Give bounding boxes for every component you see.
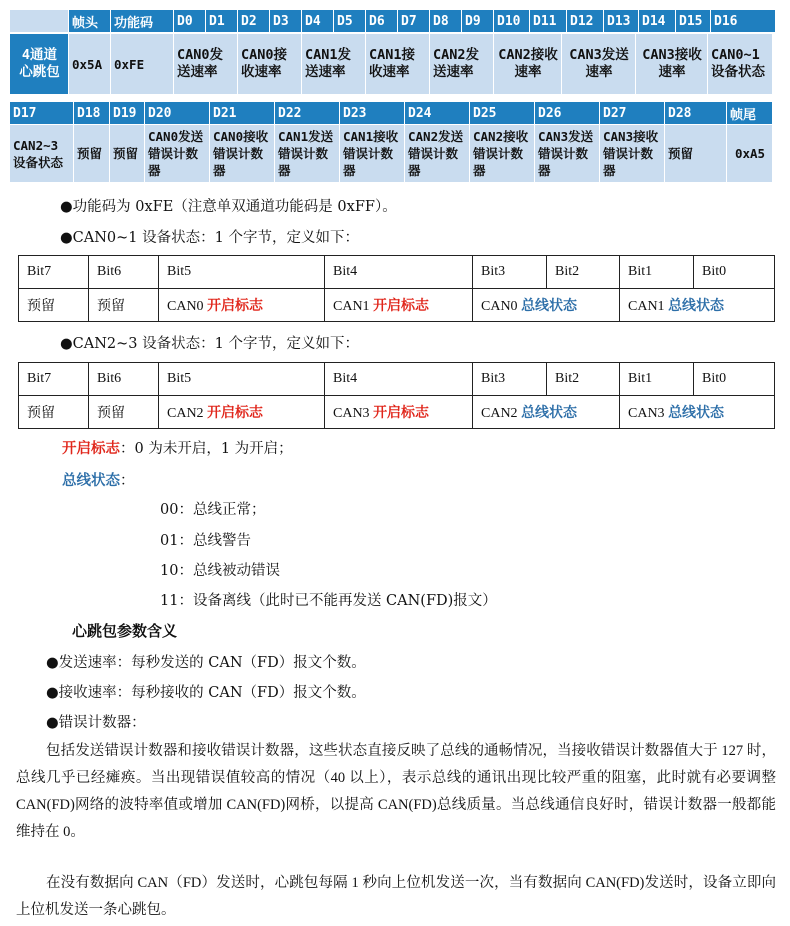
cell: CAN2接收 错误计数 器 bbox=[470, 125, 535, 183]
table1-header: D11 bbox=[530, 10, 567, 33]
table2-header: D26 bbox=[535, 102, 600, 125]
table1-header: D8 bbox=[430, 10, 462, 33]
bit-header: Bit2 bbox=[547, 363, 620, 396]
bit-header: Bit0 bbox=[694, 256, 775, 289]
enable-flag-line bbox=[62, 439, 293, 459]
cell: CAN0接 收速率 bbox=[238, 34, 302, 95]
table1-header: D4 bbox=[302, 10, 334, 33]
cell: CAN3发送 错误计数 器 bbox=[535, 125, 600, 183]
cell: CAN2接收 速率 bbox=[494, 34, 562, 95]
bus-state-item: 11：设备离线（此时已不能再发送 CAN(FD)报文） bbox=[160, 593, 497, 609]
table2-header: D24 bbox=[405, 102, 470, 125]
bit4-value: CAN3 开启标志 bbox=[325, 396, 473, 429]
cell: CAN3发送 速率 bbox=[562, 34, 636, 95]
err-counter-paragraph: 包括发送错误计数器和接收错误计数器，这些状态直接反映了总线的通畅情况，当接收错误计数器值大于 127 时，总线几乎已经瘫痪。当出现错误值较高的情况（40 以上），表示总线的通讯出现比较严重的阻塞，此时就有必要调整 CAN(FD)网络的波特率值或增加 CAN(FD)网桥，以提高 CAN(FD)总线质量。当总线通信良好时，错误计数器一般都能维持在 0。 bbox=[16, 743, 776, 840]
heartbeat-frame-table-2 bbox=[9, 101, 773, 183]
table1-header: D14 bbox=[639, 10, 676, 33]
table2-header: D22 bbox=[275, 102, 340, 125]
bit-header: Bit1 bbox=[620, 363, 694, 396]
cell: 预留 bbox=[665, 125, 727, 183]
cell: 0xFE bbox=[111, 34, 174, 95]
func-code-note: ●功能码为 0xFE（注意单双通道功能码是 0xFF）。 bbox=[60, 199, 397, 215]
bus-state-item: 01：总线警告 bbox=[160, 533, 251, 549]
cell: CAN0接收 错误计数 器 bbox=[210, 125, 275, 183]
cell: CAN0发送 错误计数 器 bbox=[145, 125, 210, 183]
can23-status-title: ●CAN2~3 设备状态：1 个字节，定义如下： bbox=[60, 336, 359, 352]
heartbeat-frame-table-1 bbox=[9, 9, 776, 33]
heartbeat-interval-paragraph: 在没有数据向 CAN（FD）发送时，心跳包每隔 1 秒向上位机发送一次，当有数据向 CAN(FD)发送时，设备立即向上位机发送一条心跳包。 bbox=[16, 875, 776, 918]
bit-reserved: 预留 bbox=[89, 396, 159, 429]
cell: CAN1发送 错误计数 器 bbox=[275, 125, 340, 183]
bus-state-item: 10：总线被动错误 bbox=[160, 563, 280, 579]
can01-bit-table bbox=[18, 255, 775, 322]
cell: CAN0发 送速率 bbox=[174, 34, 238, 95]
bit-header: Bit4 bbox=[325, 363, 473, 396]
bit32-value: CAN0 总线状态 bbox=[473, 289, 620, 322]
recv-rate-note: ●接收速率：每秒接收的 CAN（FD）报文个数。 bbox=[46, 685, 366, 701]
bit-reserved: 预留 bbox=[19, 289, 89, 322]
table2-header: D21 bbox=[210, 102, 275, 125]
can01-status-title: ●CAN0~1 设备状态：1 个字节，定义如下： bbox=[60, 230, 359, 246]
bus-state-label: 总线状态 bbox=[62, 473, 120, 489]
bit-header: Bit5 bbox=[159, 256, 325, 289]
cell: 0x5A bbox=[69, 34, 111, 95]
table2-header: D25 bbox=[470, 102, 535, 125]
cell: 预留 bbox=[74, 125, 110, 183]
table1-header-row bbox=[10, 10, 776, 33]
err-counter-note: ●错误计数器： bbox=[46, 715, 146, 731]
heartbeat-section-title: 心跳包参数含义 bbox=[72, 622, 178, 640]
bit-header: Bit7 bbox=[19, 363, 89, 396]
bit-header: Bit3 bbox=[473, 363, 547, 396]
bit-header: Bit2 bbox=[547, 256, 620, 289]
table2-header: D18 bbox=[74, 102, 110, 125]
bit-value-row bbox=[19, 396, 775, 429]
cell: CAN3接收 速率 bbox=[636, 34, 708, 95]
enable-flag-label: 开启标志 bbox=[62, 441, 120, 457]
bit5-value: CAN2 开启标志 bbox=[159, 396, 325, 429]
table1-header: D10 bbox=[494, 10, 530, 33]
bit-header: Bit4 bbox=[325, 256, 473, 289]
table2-data-row bbox=[10, 125, 773, 183]
row-label: 4通道 心跳包 bbox=[10, 34, 69, 95]
table1-header: D13 bbox=[604, 10, 639, 33]
table1-header: D16 bbox=[711, 10, 776, 33]
table2-header: D19 bbox=[110, 102, 145, 125]
bit4-value: CAN1 开启标志 bbox=[325, 289, 473, 322]
bit10-value: CAN3 总线状态 bbox=[620, 396, 775, 429]
bit-header: Bit5 bbox=[159, 363, 325, 396]
bus-state-line: 总线状态： bbox=[62, 473, 135, 489]
cell: CAN1发 送速率 bbox=[302, 34, 366, 95]
table1-corner bbox=[10, 10, 69, 33]
bit5-value: CAN0 开启标志 bbox=[159, 289, 325, 322]
bit32-value: CAN2 总线状态 bbox=[473, 396, 620, 429]
cell: 0xA5 bbox=[727, 125, 773, 183]
table1-header: 帧头 bbox=[69, 10, 111, 33]
bit-reserved: 预留 bbox=[19, 396, 89, 429]
enable-flag-text: ：0 为未开启，1 为开启； bbox=[120, 441, 293, 457]
cell: CAN2发送 错误计数 器 bbox=[405, 125, 470, 183]
bit-value-row bbox=[19, 289, 775, 322]
table2-header: D23 bbox=[340, 102, 405, 125]
table1-header: D2 bbox=[238, 10, 270, 33]
bit-header: Bit1 bbox=[620, 256, 694, 289]
table1-header: D7 bbox=[398, 10, 430, 33]
table1-header: D3 bbox=[270, 10, 302, 33]
table2-header: D17 bbox=[10, 102, 74, 125]
table1-header: D5 bbox=[334, 10, 366, 33]
table2-header: D28 bbox=[665, 102, 727, 125]
bit-reserved: 预留 bbox=[89, 289, 159, 322]
bit-header: Bit3 bbox=[473, 256, 547, 289]
bit10-value: CAN1 总线状态 bbox=[620, 289, 775, 322]
table2-header: D27 bbox=[600, 102, 665, 125]
table1-header: 功能码 bbox=[111, 10, 174, 33]
cell: CAN3接收 错误计数 器 bbox=[600, 125, 665, 183]
table1-data-row bbox=[10, 34, 773, 95]
heartbeat-frame-table-1-body bbox=[9, 33, 773, 95]
table1-header: D12 bbox=[567, 10, 604, 33]
table1-header: D9 bbox=[462, 10, 494, 33]
cell: CAN2发 送速率 bbox=[430, 34, 494, 95]
bus-state-item: 00：总线正常； bbox=[160, 502, 266, 518]
table1-header: D15 bbox=[676, 10, 711, 33]
table2-header-row bbox=[10, 102, 773, 125]
bit-header: Bit6 bbox=[89, 363, 159, 396]
bit-header-row bbox=[19, 256, 775, 289]
table2-header: 帧尾 bbox=[727, 102, 773, 125]
table1-header: D6 bbox=[366, 10, 398, 33]
cell: 预留 bbox=[110, 125, 145, 183]
cell: CAN2~3 设备状态 bbox=[10, 125, 74, 183]
cell: CAN1接 收速率 bbox=[366, 34, 430, 95]
bit-header-row bbox=[19, 363, 775, 396]
cell: CAN1接收 错误计数 器 bbox=[340, 125, 405, 183]
bit-header: Bit7 bbox=[19, 256, 89, 289]
table1-header: D1 bbox=[206, 10, 238, 33]
send-rate-note: ●发送速率：每秒发送的 CAN（FD）报文个数。 bbox=[46, 655, 366, 671]
can23-bit-table bbox=[18, 362, 775, 429]
table1-header: D0 bbox=[174, 10, 206, 33]
bit-header: Bit6 bbox=[89, 256, 159, 289]
bit-header: Bit0 bbox=[694, 363, 775, 396]
cell: CAN0~1 设备状态 bbox=[708, 34, 773, 95]
table2-header: D20 bbox=[145, 102, 210, 125]
